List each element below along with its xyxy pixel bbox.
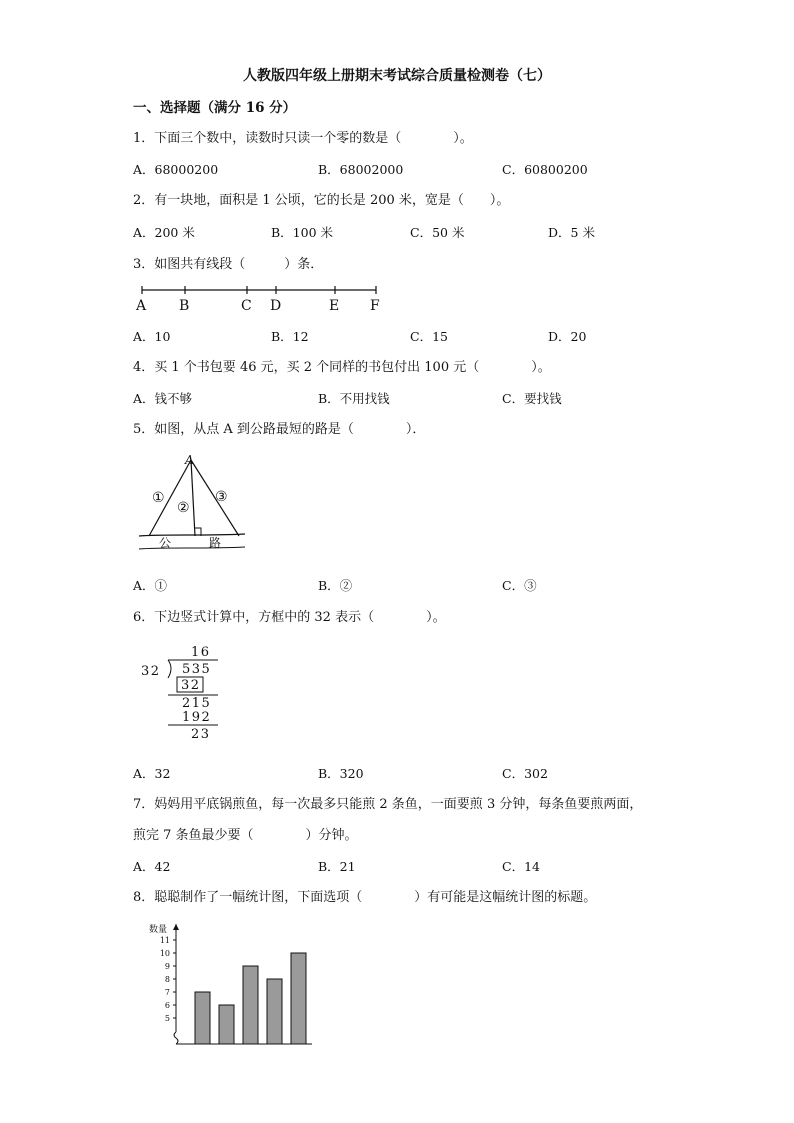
q3-option-a[interactable]: A．10 (133, 329, 171, 344)
y-tick-label: 10 (159, 949, 170, 958)
point-c-label: C (241, 298, 252, 314)
q7-option-c[interactable]: C．14 (502, 859, 540, 874)
y-axis-label: 数量 (149, 925, 168, 935)
q6-option-a[interactable]: A．32 (133, 766, 171, 781)
second-product: 192 (182, 710, 212, 725)
point-e-label: E (329, 298, 340, 314)
y-tick-label: 6 (164, 1001, 170, 1010)
y-axis-arrow (173, 924, 179, 930)
point-a-label: A (185, 453, 194, 467)
bar (219, 1005, 234, 1044)
q1-option-a[interactable]: A．68000200 (133, 162, 219, 177)
remainder: 23 (191, 727, 211, 742)
axis-break (174, 1032, 178, 1044)
road-figure (135, 452, 250, 562)
question-7-line-1: 7．妈妈用平底锅煎鱼，每一次最多只能煎 2 条鱼，一面要煎 3 分钟，每条鱼要煎两面， (133, 797, 643, 812)
road-char-1: 公 (159, 536, 172, 550)
question-7-line-2: 煎完 7 条鱼最少要（ ）分钟。 (133, 828, 358, 843)
question-3: 3．如图共有线段（ ）条． (133, 257, 324, 272)
q2-option-c[interactable]: C．50 米 (410, 225, 465, 240)
question-8: 8．聪聪制作了一幅统计图，下面选项（ ）有可能是这幅统计图的标题。 (133, 890, 597, 905)
path-1-label: ① (152, 490, 165, 506)
q3-option-b[interactable]: B．12 (271, 329, 309, 344)
page-title: 人教版四年级上册期末考试综合质量检测卷（七） (243, 68, 551, 84)
q6-option-c[interactable]: C．302 (502, 766, 548, 781)
point-b-label: B (179, 298, 190, 314)
segment-figure (130, 280, 390, 320)
question-6: 6．下边竖式计算中，方框中的 32 表示（ ）。 (133, 610, 446, 625)
q1-option-c[interactable]: C．60800200 (502, 162, 588, 177)
path-2-label: ② (177, 500, 190, 516)
path-3-label: ③ (215, 489, 228, 505)
question-2: 2．有一块地，面积是 1 公顷，它的长是 200 米，宽是（ ）。 (133, 193, 510, 208)
question-4: 4．买 1 个书包要 46 元，买 2 个同样的书包付出 100 元（ ）。 (133, 360, 551, 375)
quotient: 16 (191, 645, 211, 660)
y-tick-label: 8 (164, 975, 170, 984)
q2-option-a[interactable]: A．200 米 (133, 225, 195, 240)
section-heading: 一、选择题（满分 16 分） (133, 100, 297, 116)
road-char-2: 路 (209, 536, 222, 550)
q3-option-c[interactable]: C．15 (410, 329, 448, 344)
partial-dividend: 215 (182, 696, 212, 711)
dividend: 535 (182, 662, 212, 677)
q4-option-a[interactable]: A．钱不够 (133, 391, 193, 406)
point-f-label: F (370, 298, 380, 314)
q2-option-d[interactable]: D．5 米 (548, 225, 595, 240)
q5-option-b[interactable]: B．② (318, 578, 353, 593)
q5-option-c[interactable]: C．③ (502, 578, 537, 593)
divisor: 32 (141, 664, 161, 679)
q7-option-a[interactable]: A．42 (133, 859, 171, 874)
bar-chart (140, 918, 340, 1054)
boxed-product: 32 (181, 678, 201, 693)
q4-option-c[interactable]: C．要找钱 (502, 391, 562, 406)
question-5: 5．如图，从点 A 到公路最短的路是（ ）． (133, 422, 426, 437)
y-tick-label: 5 (164, 1014, 170, 1023)
y-tick-label: 11 (159, 936, 170, 945)
q7-option-b[interactable]: B．21 (318, 859, 356, 874)
q6-option-b[interactable]: B．320 (318, 766, 364, 781)
point-a-label: A (136, 298, 147, 314)
question-1: 1．下面三个数中，读数时只读一个零的数是（ ）。 (133, 131, 473, 146)
q4-option-b[interactable]: B．不用找钱 (318, 391, 390, 406)
y-tick-label: 9 (164, 962, 170, 971)
q1-option-b[interactable]: B．68002000 (318, 162, 404, 177)
bar (291, 953, 306, 1044)
q5-option-a[interactable]: A．① (133, 578, 168, 593)
y-tick-label: 7 (164, 988, 170, 997)
q3-option-d[interactable]: D．20 (548, 329, 587, 344)
q2-option-b[interactable]: B．100 米 (271, 225, 334, 240)
bar (195, 992, 210, 1044)
long-division-figure (138, 640, 228, 745)
bar (243, 966, 258, 1044)
point-d-label: D (270, 298, 282, 314)
bar (267, 979, 282, 1044)
